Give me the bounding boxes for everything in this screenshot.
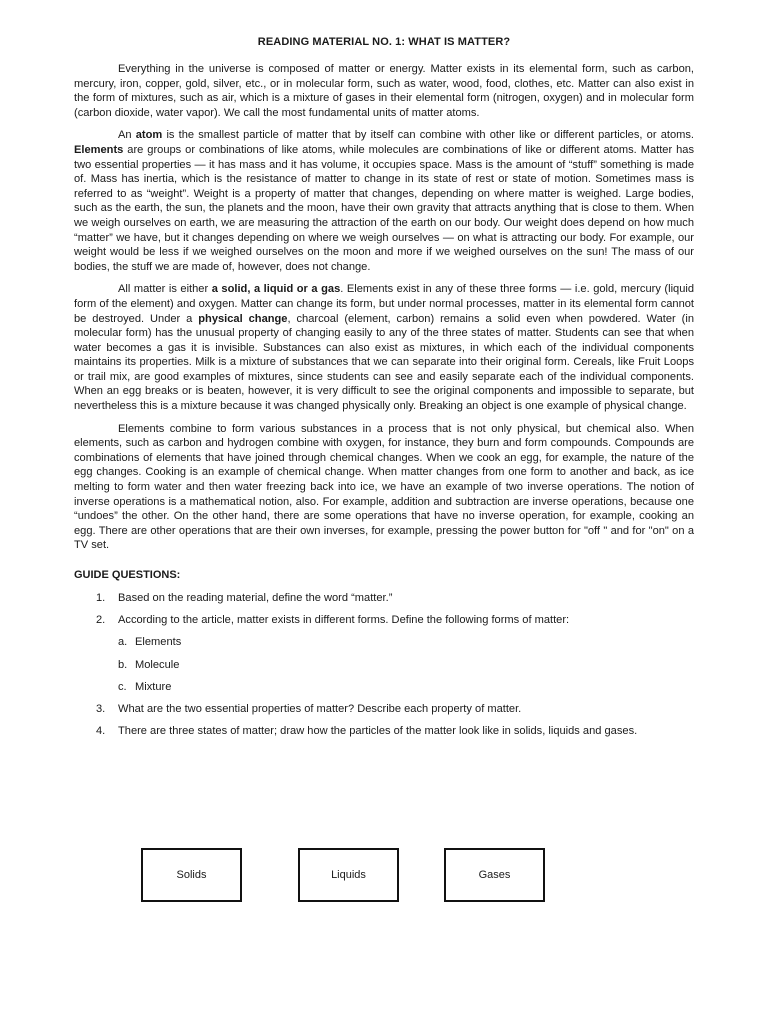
guide-questions-heading: GUIDE QUESTIONS: bbox=[74, 569, 181, 581]
paragraph-3-text-c: , charcoal (element, carbon) remains a solid even when powdered. Water (in molecular form) has the unusual property of changing easily to any of the three states of matter. Students can see that when water becomes a gas it is invisible. Substances can also exist as mixtures, in which each of the individual components maintains its properties. Milk is a mixture of substances that we can separate into their original form. Cereals, like Fruit Loops or trail mix, are good examples of mixtures, since students can see and easily separate each of the individual components. When an egg breaks or is beaten, however, it is very difficult to see the original components and impossible to separate, but nevertheless this is a mixture because it was changed physically only. Breaking an object is one example of physical change. bbox=[74, 312, 694, 413]
paragraph-1 bbox=[74, 62, 694, 120]
term-states: a solid, a liquid or a gas bbox=[211, 283, 341, 296]
question-1 bbox=[74, 591, 694, 606]
question-1-text: Based on the reading material, define the word “matter.” bbox=[118, 592, 393, 604]
gases-label: Gases bbox=[478, 869, 511, 881]
gases-box[interactable] bbox=[444, 848, 545, 902]
solids-box[interactable] bbox=[141, 848, 242, 902]
paragraph-2-text-c: are groups or combinations of like atoms, while molecules are combinations of like or different atoms. Matter has two essential properties — it has mass and it has volume, it occupies space. Mass is the amount of “stuff” something is made of. Mass has inertia, which is the resistance of matter to change in its state of rest or state of motion. Sometimes mass is referred to as “weight”. Weight is a property of matter that changes, depending on where matter is weighed. Large bodies, such as the earth, the sun, the planets and the moon, have their own gravity that attracts anything that is close to them. When we weigh ourselves on earth, we are measuring the attraction of the earth on our body. Our weight does depend on how much “matter” we have, but it changes depending on where we weigh ourselves — on what is attracting our body. For example, our weight would be less if we weighed ourselves on the moon and more if we weighed ourselves on the sun! The mass of our bodies, the stuff we are made of, however, does not change. bbox=[74, 143, 694, 273]
paragraph-2 bbox=[74, 128, 694, 274]
term-atom: atom bbox=[135, 129, 163, 142]
question-2 bbox=[74, 613, 694, 628]
paragraph-4 bbox=[74, 422, 694, 553]
question-4-number: 4. bbox=[96, 725, 106, 738]
sub-item-text: Molecule bbox=[135, 658, 180, 671]
solids-label: Solids bbox=[176, 869, 207, 881]
sub-item-text: Elements bbox=[135, 636, 182, 649]
question-2-number: 2. bbox=[96, 614, 106, 627]
paragraph-3-text-a: All matter is either bbox=[118, 283, 212, 296]
liquids-box[interactable] bbox=[298, 848, 399, 902]
question-3-text: What are the two essential properties of matter? Describe each property of matter. bbox=[118, 702, 522, 715]
paragraph-3 bbox=[74, 282, 694, 413]
term-elements: Elements bbox=[74, 143, 124, 156]
term-physical-change: physical change bbox=[198, 312, 288, 325]
paragraph-2-text-a: An bbox=[118, 129, 136, 142]
paragraph-4-text: Elements combine to form various substances in a process that is not only physical, but chemical also. When elements, such as carbon and hydrogen combine with oxygen, for instance, they burn and form compounds. Compounds are combinations of elements that have joined through chemical changes. When we cook an egg, for example, the nature of the egg changes. Cooking is an example of chemical change. When matter changes from one form to another and back, as ice melting to form water and then water freezing back into ice, we have an example of two inverse operations. The notion of inverse operations is a mathematical notion, also. For example, addition and subtraction are inverse operations, because one “undoes” the other. On the other hand, there are some operations that have no inverse operation, for example, cooking an egg. There are other operations that are their own inverses, for example, pressing the power button for "off " and for "on" on a TV set. bbox=[74, 422, 694, 552]
liquids-label: Liquids bbox=[331, 869, 366, 881]
question-3 bbox=[74, 702, 694, 717]
question-4 bbox=[74, 724, 694, 742]
sub-item-letter: b. bbox=[118, 658, 128, 671]
question-4-text: There are three states of matter; draw how the particles of the matter look like in solids, liquids and gases. bbox=[118, 725, 638, 738]
paragraph-3-text-b: . Elements exist in any of these three forms — i.e. gold, mercury (liquid form of the element) and oxygen. Matter can change its form, but under normal processes, matter in its elemental form cannot be destroyed. Under a bbox=[74, 283, 695, 325]
question-2-text: According to the article, matter exists in different forms. Define the following forms of matter: bbox=[118, 614, 570, 627]
question-3-number: 3. bbox=[96, 702, 106, 715]
sub-item-text: Mixture bbox=[135, 680, 172, 693]
question-1-number: 1. bbox=[96, 592, 106, 604]
drawing-boxes bbox=[0, 848, 768, 906]
paragraph-1-text: Everything in the universe is composed of matter or energy. Matter exists in its elemental form, such as carbon, mercury, iron, copper, gold, silver, etc., or in molecular form, such as water, wood, food, clothes, etc. Matter can also exist in the form of mixtures, such as air, which is a mixture of gases in their elemental form (nitrogen, oxygen) and in molecular form (carbon dioxide, water vapor). We call the most fundamental units of matter atoms. bbox=[74, 63, 694, 119]
sub-item bbox=[118, 658, 694, 673]
document-page bbox=[74, 36, 694, 750]
page-title: READING MATERIAL NO. 1: WHAT IS MATTER? bbox=[257, 36, 511, 48]
sub-item-letter: a. bbox=[118, 636, 128, 649]
sub-item-letter: c. bbox=[118, 680, 127, 693]
sub-item bbox=[118, 680, 694, 695]
paragraph-2-text-b: is the smallest particle of matter that by itself can combine with other like or different particles, or atoms. bbox=[162, 129, 694, 142]
sub-item bbox=[118, 635, 694, 650]
